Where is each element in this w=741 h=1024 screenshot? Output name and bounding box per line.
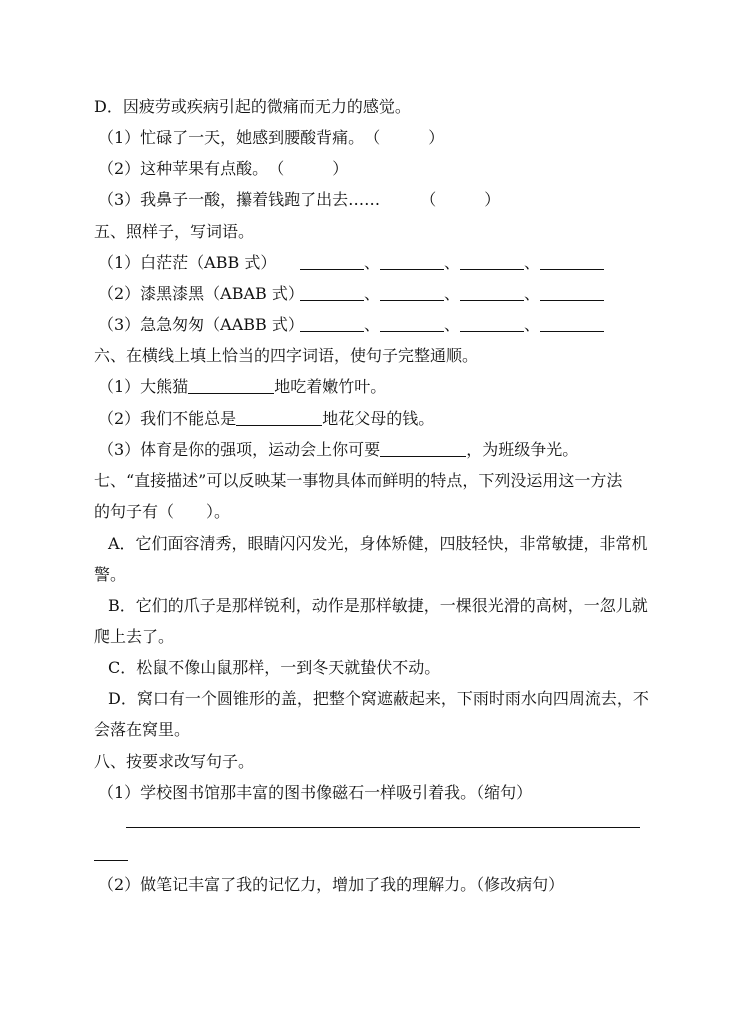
q5-row-2-blank-3[interactable] <box>460 284 524 301</box>
q5-row-3-blank-3[interactable] <box>460 315 524 332</box>
q6-item-3-after: ，为班级争光。 <box>466 440 579 459</box>
q6-item-1 <box>98 376 386 398</box>
q7-title-line-2: 的句子有（ ）。 <box>94 502 231 521</box>
q8-title: 八、按要求改写句子。 <box>94 752 255 771</box>
q5-row-1-blank-3[interactable] <box>460 253 524 270</box>
q4-item-3-text: （3）我鼻子一酸，攥着钱跑了出去…… <box>98 190 381 209</box>
q4-item-2 <box>98 158 348 180</box>
q8-item-1-answer-line-continued[interactable] <box>94 860 128 861</box>
q4-item-3 <box>98 189 500 211</box>
separator: 、 <box>364 315 381 334</box>
q7-option-a-line-2: 警。 <box>94 565 127 584</box>
q5-row-1-blank-4[interactable] <box>540 253 604 270</box>
q6-item-3 <box>98 439 578 461</box>
q7-option-b-line-2: 爬上去了。 <box>94 627 175 646</box>
q5-row-3-blank-1[interactable] <box>300 315 364 332</box>
q7-title-line-1: 七、“直接描述”可以反映某一事物具体而鲜明的特点，下列没运用这一方法 <box>94 471 623 490</box>
q5-row-1-blank-2[interactable] <box>380 253 444 270</box>
q7-option-d-line-1: D．窝口有一个圆锥形的盖，把整个窝遮蔽起来，下雨时雨水向四周流去，不 <box>108 689 649 708</box>
q6-item-2-blank[interactable] <box>236 409 322 426</box>
q4-item-1-answer[interactable]: （ ） <box>364 128 445 147</box>
q5-title: 五、照样子，写词语。 <box>94 222 255 241</box>
q6-item-2-after: 地花父母的钱。 <box>322 409 435 428</box>
q5-row-2-blank-2[interactable] <box>380 284 444 301</box>
q8-item-2: （2）做笔记丰富了我的记忆力，增加了我的理解力。（修改病句） <box>98 875 565 894</box>
q5-row-2 <box>98 283 604 305</box>
separator: 、 <box>524 284 541 303</box>
separator: 、 <box>524 253 541 272</box>
q7-option-d-line-2: 会落在窝里。 <box>94 720 191 739</box>
q5-row-2-label: （2）漆黑漆黑（ABAB 式） <box>98 284 304 303</box>
q5-row-2-blank-1[interactable] <box>300 284 364 301</box>
q4-option-d: D．因疲劳或疾病引起的微痛而无力的感觉。 <box>94 97 411 116</box>
q6-item-1-after: 地吃着嫩竹叶。 <box>274 377 387 396</box>
separator: 、 <box>524 315 541 334</box>
q5-row-3-blank-2[interactable] <box>380 315 444 332</box>
q5-row-2-blank-4[interactable] <box>540 284 604 301</box>
q4-item-1-text: （1）忙碌了一天，她感到腰酸背痛。 <box>98 128 365 147</box>
q6-item-2-before: （2）我们不能总是 <box>98 409 237 428</box>
q5-row-3 <box>98 314 604 336</box>
q7-option-c: C．松鼠不像山鼠那样，一到冬天就蛰伏不动。 <box>108 658 441 677</box>
q6-item-3-before: （3）体育是你的强项，运动会上你可要 <box>98 440 381 459</box>
separator: 、 <box>444 284 461 303</box>
q4-item-2-answer[interactable]: （ ） <box>268 159 349 178</box>
q5-row-3-blank-4[interactable] <box>540 315 604 332</box>
q5-row-3-label: （3）急急匆匆（AABB 式） <box>98 315 304 334</box>
q6-item-3-blank[interactable] <box>380 440 466 457</box>
q8-item-1-answer-line[interactable] <box>126 827 640 828</box>
separator: 、 <box>444 315 461 334</box>
q5-row-1-blank-1[interactable] <box>300 253 364 270</box>
q6-item-2 <box>98 408 434 430</box>
q7-option-b-line-1: B．它们的爪子是那样锐利，动作是那样敏捷，一棵很光滑的高树，一忽儿就 <box>108 596 648 615</box>
q4-item-2-text: （2）这种苹果有点酸。 <box>98 159 269 178</box>
separator: 、 <box>364 253 381 272</box>
q5-row-1-label: （1）白茫茫（ABB 式） <box>98 253 277 272</box>
q6-item-1-before: （1）大熊猫 <box>98 377 189 396</box>
q8-item-1: （1）学校图书馆那丰富的图书像磁石一样吸引着我。（缩句） <box>98 783 533 802</box>
q7-option-a-line-1: A．它们面容清秀，眼睛闪闪发光，身体矫健，四肢轻快，非常敏捷，非常机 <box>108 534 648 553</box>
q6-title: 六、在横线上填上恰当的四字词语，使句子完整通顺。 <box>94 346 479 365</box>
q6-item-1-blank[interactable] <box>188 377 274 394</box>
q4-item-3-answer[interactable]: （ ） <box>420 190 501 209</box>
separator: 、 <box>444 253 461 272</box>
q5-row-1 <box>98 252 604 274</box>
separator: 、 <box>364 284 381 303</box>
q4-item-1 <box>98 127 444 149</box>
